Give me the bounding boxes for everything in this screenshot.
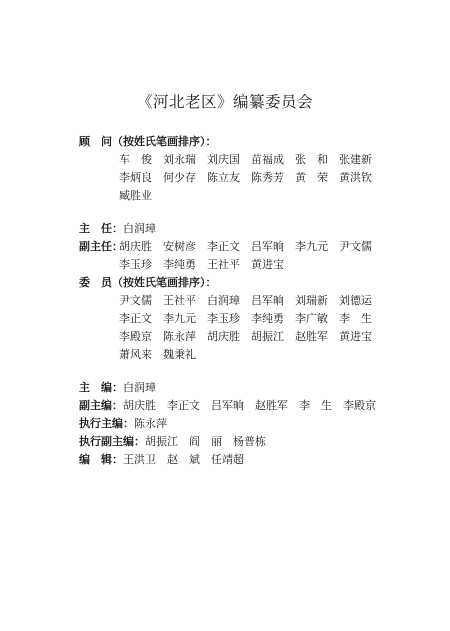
members-row-1: 尹文儒 王社平 白润璋 吕军晌 刘瑞新 刘德运	[119, 294, 372, 307]
members-row-3: 李殿京 陈永萍 胡庆胜 胡振江 赵胜军 黄进宝	[119, 330, 372, 343]
chief-editor-line	[79, 381, 156, 395]
exec-chief-editor-line	[79, 417, 167, 431]
exec-deputy-chief-editor-label: 执行副主编：	[79, 435, 145, 448]
exec-chief-editor-value: 陈永萍	[134, 417, 167, 430]
editors-line	[79, 453, 244, 467]
director-label: 主 任：	[79, 222, 123, 235]
chief-editor-value: 白润璋	[123, 381, 156, 394]
editors-label: 编 辑：	[79, 453, 123, 466]
deputy-chief-editor-label: 副主编：	[79, 399, 123, 412]
advisors-row-3: 臧胜业	[119, 189, 152, 202]
advisors-label: 顾 问（按姓氏笔画排序）：	[79, 135, 217, 148]
advisors-row-1: 车 俊 刘永瑞 刘庆国 苗福成 张 和 张建新	[119, 153, 372, 166]
chief-editor-label: 主 编：	[79, 381, 123, 394]
deputy-chief-editor-line	[79, 399, 376, 413]
exec-deputy-chief-editor-line	[79, 435, 266, 449]
members-label: 委 员（按姓氏笔画排序）：	[79, 276, 217, 289]
exec-deputy-chief-editor-value: 胡振江 阎 丽 杨普栋	[145, 435, 266, 448]
advisors-row-2: 李炳良 何少存 陈立友 陈秀芳 黄 荣 黄洪钦	[119, 171, 372, 184]
members-row-2: 李正文 李九元 李玉珍 李纯勇 李广敏 李 生	[119, 312, 372, 325]
editors-value: 王洪卫 赵 斌 任靖超	[123, 453, 244, 466]
members-row-4: 萧风来 魏秉礼	[119, 348, 196, 361]
deputy-director-label: 副主任：	[79, 240, 123, 253]
exec-chief-editor-label: 执行主编：	[79, 417, 134, 430]
director-value: 白润璋	[123, 222, 156, 235]
director-line	[79, 222, 156, 236]
deputy-chief-editor-value: 胡庆胜 李正文 吕军晌 赵胜军 李 生 李殿京	[123, 399, 376, 412]
deputy-director-row-2: 李玉珍 李纯勇 王社平 黄进宝	[119, 258, 284, 271]
page-title: 《河北老区》编纂委员会	[136, 93, 313, 111]
deputy-director-row-1: 胡庆胜 安树彦 李正文 吕军晌 李九元 尹文儒	[119, 240, 372, 253]
